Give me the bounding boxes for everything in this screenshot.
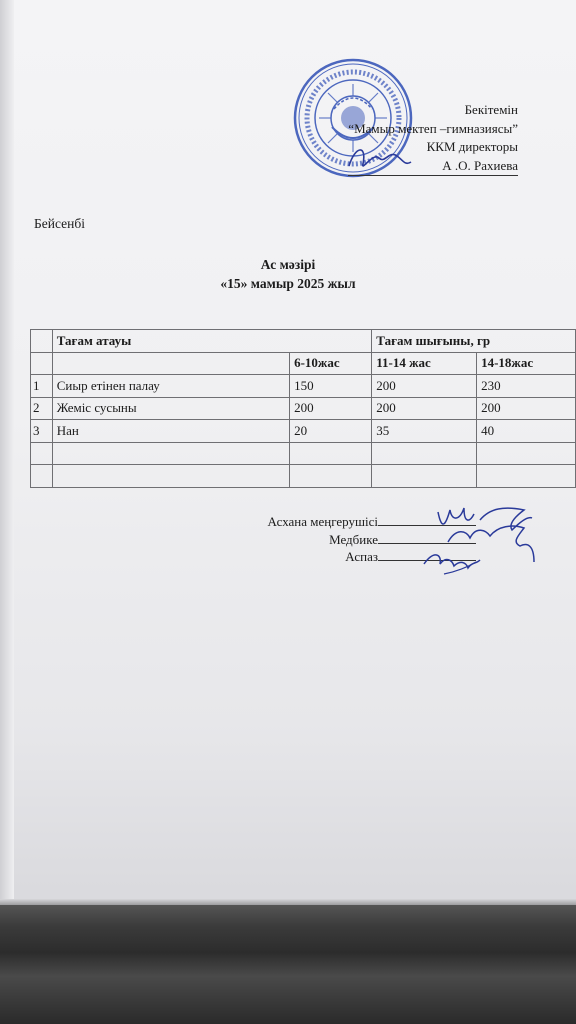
- amount-cell: [477, 465, 576, 488]
- cook-label: Аспаз: [345, 549, 378, 564]
- staff-signatures-icon: [420, 502, 540, 580]
- amount-cell: 230: [477, 375, 576, 398]
- table-row: [31, 397, 576, 420]
- age-group-header: 11-14 жас: [372, 352, 477, 375]
- column-header-amount: Тағам шығыны, гр: [372, 330, 576, 353]
- table-cell: [31, 330, 53, 353]
- row-number: [31, 442, 53, 465]
- menu-title: Ас мәзірі: [260, 257, 316, 272]
- amount-cell: 20: [290, 420, 372, 443]
- amount-cell: 200: [372, 397, 477, 420]
- amount-cell: 200: [372, 375, 477, 398]
- table-row: [31, 420, 576, 443]
- column-header-name: Тағам атауы: [52, 330, 372, 353]
- row-number: 3: [31, 420, 53, 443]
- school-name: “Мамыр мектеп –гимназиясы”: [348, 120, 518, 136]
- amount-cell: [372, 465, 477, 488]
- amount-cell: 200: [290, 397, 372, 420]
- weekday-label: Бейсенбі: [34, 216, 85, 231]
- dish-name: [52, 465, 289, 488]
- dish-name: Жеміс сусыны: [52, 397, 289, 420]
- amount-cell: [290, 442, 372, 465]
- kitchen-head-label: Асхана меңгерушісі: [267, 514, 378, 529]
- table-row: [31, 375, 576, 398]
- dish-name: Нан: [52, 420, 289, 443]
- table-subheader-row: [31, 352, 576, 375]
- amount-cell: 150: [290, 375, 372, 398]
- table-row-empty: [31, 465, 576, 488]
- amount-cell: [290, 465, 372, 488]
- age-group-header: 14-18жас: [477, 352, 576, 375]
- dish-name: [52, 442, 289, 465]
- approval-block: [348, 101, 518, 176]
- paper-shadow: [0, 0, 14, 905]
- row-number: [31, 465, 53, 488]
- nurse-label: Медбике: [329, 531, 378, 547]
- table-header-row: [31, 330, 576, 353]
- row-number: 2: [31, 397, 53, 420]
- menu-table: [30, 329, 576, 488]
- desk-surface: [0, 905, 576, 1024]
- age-group-header: 6-10жас: [290, 352, 372, 375]
- amount-cell: 40: [477, 420, 576, 443]
- dish-name: Сиыр етінен палау: [52, 375, 289, 398]
- approval-heading: Бекітемін: [464, 102, 518, 117]
- director-title: ККМ директоры: [426, 139, 518, 154]
- amount-cell: 200: [477, 397, 576, 420]
- row-number: 1: [31, 375, 53, 398]
- amount-cell: 35: [372, 420, 477, 443]
- amount-cell: [372, 442, 477, 465]
- table-row-empty: [31, 442, 576, 465]
- table-cell: [31, 352, 53, 375]
- menu-date: «15» мамыр 2025 жыл: [220, 276, 356, 291]
- amount-cell: [477, 442, 576, 465]
- director-name: А .О. Рахиева: [348, 157, 518, 177]
- table-cell: [52, 352, 289, 375]
